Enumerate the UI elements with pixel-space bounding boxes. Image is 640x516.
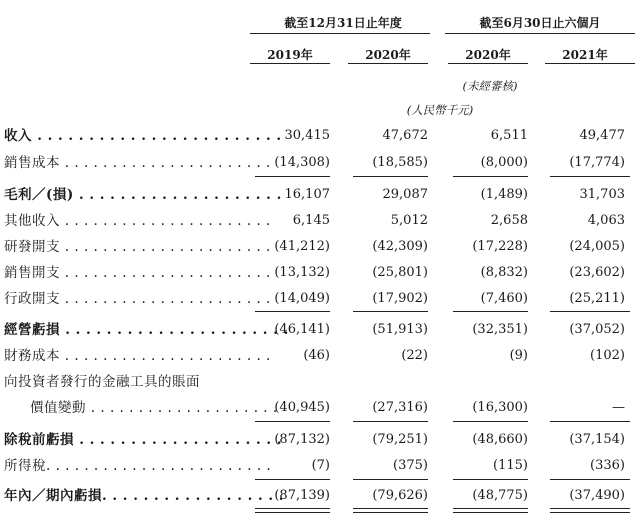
cell: (51,913) [372,322,428,337]
cell: (16,300) [472,400,528,415]
cell: (17,774) [569,155,625,170]
row-label: 行政開支 . . . . . . . . . . . . . . . . . . . . . . [4,291,271,307]
cell: (102) [590,348,625,363]
header-six-months-june: 截至6月30日止六個月 [479,16,601,30]
cell: (27,316) [372,400,428,415]
cell: (87,139) [274,488,330,503]
cell: 30,415 [284,128,330,143]
cell: (9) [509,348,528,363]
header-year-ended-dec: 截至12月31日止年度 [284,16,402,30]
cell: (40,945) [274,400,330,415]
cell: 6,511 [490,128,528,143]
cell: 5,012 [390,213,428,228]
year-2020-annual: 2020年 [365,48,411,62]
cell: (23,602) [569,265,625,280]
cell: — [612,400,625,415]
row-rd-expenses [0,234,640,260]
year-2019: 2019年 [267,48,313,62]
cell: 2,658 [490,213,528,228]
cell: (22) [401,348,428,363]
row-loss-for-period [0,483,640,509]
row-selling-expenses [0,260,640,286]
cell: 6,145 [292,213,330,228]
cell: (17,902) [372,291,428,306]
row-label: 收入 . . . . . . . . . . . . . . . . . . . . . . . . [4,128,282,144]
cell: (48,660) [472,432,528,447]
row-label: 財務成本 . . . . . . . . . . . . . . . . . . . . . . [4,348,271,364]
cell: (14,049) [274,291,330,306]
row-label: 價值變動 . . . . . . . . . . . . . . . . . . . . [30,400,278,416]
row-label: 其他收入 . . . . . . . . . . . . . . . . . . . . . . [4,213,271,229]
year-2020-interim: 2020年 [465,48,511,62]
cell: (17,228) [472,239,528,254]
header-rule-dec [250,33,430,34]
cell: (1,489) [480,187,528,202]
row-label: 銷售成本 . . . . . . . . . . . . . . . . . . . . . . [4,155,271,171]
cell: (79,626) [372,488,428,503]
cell: 4,063 [587,213,625,228]
row-fair-value-change [0,395,640,421]
row-label: 毛利／(損) . . . . . . . . . . . . . . . . . . . . [4,187,282,203]
row-gross-profit [0,182,640,208]
cell: (14,308) [274,155,330,170]
cell: (25,211) [569,291,625,306]
row-revenue [0,123,640,149]
cell: (37,052) [569,322,625,337]
cell: (375) [393,458,428,473]
cell: (8,000) [480,155,528,170]
cell: (336) [590,458,625,473]
cell: (7) [311,458,330,473]
cell: (115) [493,458,528,473]
row-operating-loss [0,317,640,343]
cell: (32,351) [472,322,528,337]
cell: (79,251) [372,432,428,447]
header-rule-jun [445,33,635,34]
row-finance-costs [0,343,640,369]
cell: 49,477 [579,128,625,143]
cell: (37,490) [569,488,625,503]
cell: 31,703 [579,187,625,202]
cell: (25,801) [372,265,428,280]
row-label: 向投資者發行的金融工具的賬面 [4,374,200,390]
row-label: 經營虧損 . . . . . . . . . . . . . . . . . . . . . . [4,322,289,338]
cell: (7,460) [480,291,528,306]
cell: (13,132) [274,265,330,280]
row-label: 除稅前虧損 . . . . . . . . . . . . . . . . . . . . [4,432,282,448]
currency-note: (人民幣千元) [406,103,474,117]
row-label: 研發開支 . . . . . . . . . . . . . . . . . . . . . . [4,239,271,255]
cell: (46) [303,348,330,363]
row-income-tax [0,453,640,479]
cell: (8,832) [480,265,528,280]
row-label: 所得稅. . . . . . . . . . . . . . . . . . . . . . . . [4,458,272,474]
cell: (87,132) [274,432,330,447]
row-cost-of-sales [0,150,640,176]
unaudited-note: (未經審核) [462,79,518,93]
cell: 16,107 [284,187,330,202]
cell: (37,154) [569,432,625,447]
row-fair-value-change-title [0,369,640,395]
year-2021-interim: 2021年 [562,48,608,62]
cell: (24,005) [569,239,625,254]
cell: (46,141) [274,322,330,337]
row-loss-before-tax [0,427,640,453]
row-other-income [0,208,640,234]
cell: 47,672 [382,128,428,143]
row-label: 年內／期內虧損. . . . . . . . . . . . . . . . . . [4,488,284,504]
cell: (42,309) [372,239,428,254]
row-label: 銷售開支 . . . . . . . . . . . . . . . . . . . . . . [4,265,271,281]
row-admin-expenses [0,286,640,312]
cell: (48,775) [472,488,528,503]
cell: (18,585) [372,155,428,170]
cell: 29,087 [382,187,428,202]
cell: (41,212) [274,239,330,254]
